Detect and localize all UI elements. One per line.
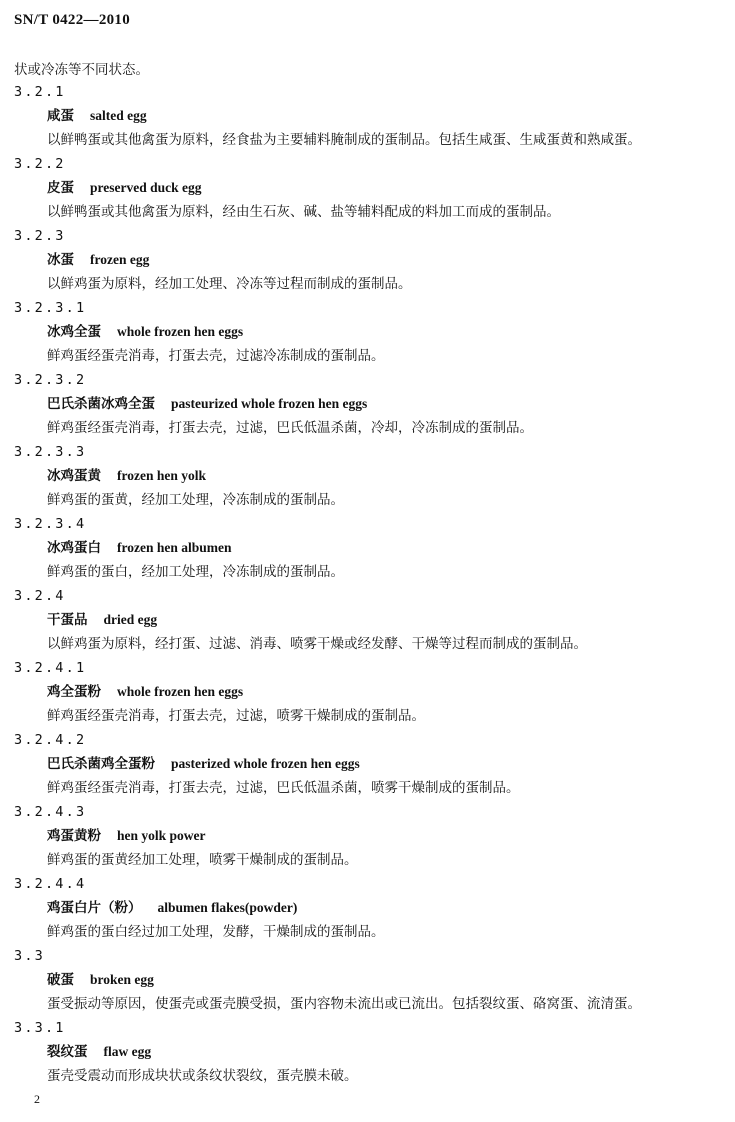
term-heading [14, 176, 729, 200]
clause-number: 3.2.3.3 [14, 444, 87, 460]
term-definition: 蛋受振动等原因，使蛋壳或蛋壳膜受损，蛋内容物未流出或已流出。包括裂纹蛋、硌窝蛋、流清蛋。 [47, 996, 641, 1012]
term-heading [14, 680, 729, 704]
term-chinese: 鸡蛋黄粉 [47, 828, 101, 844]
term-definition: 以鲜鸭蛋或其他禽蛋为原料，经由生石灰、碱、盐等辅料配成的料加工而成的蛋制品。 [47, 204, 560, 220]
term-chinese: 冰鸡蛋黄 [47, 468, 101, 484]
definition-entry [14, 152, 729, 224]
term-heading [14, 320, 729, 344]
definition-entry [14, 872, 729, 944]
term-heading [14, 968, 729, 992]
term-heading [14, 536, 729, 560]
term-heading [14, 1040, 729, 1064]
term-heading [14, 104, 729, 128]
term-definition: 鲜鸡蛋经蛋壳消毒，打蛋去壳，过滤，巴氏低温杀菌，冷却，冷冻制成的蛋制品。 [47, 420, 533, 436]
term-definition: 鲜鸡蛋的蛋黄，经加工处理，冷冻制成的蛋制品。 [47, 492, 344, 508]
page-number: 2 [34, 1092, 40, 1106]
term-heading [14, 824, 729, 848]
clause-number: 3.2.2 [14, 156, 66, 172]
term-definition: 鲜鸡蛋经蛋壳消毒，打蛋去壳，过滤，巴氏低温杀菌，喷雾干燥制成的蛋制品。 [47, 780, 520, 796]
term-english: salted egg [90, 108, 147, 123]
term-heading [14, 608, 729, 632]
definition-entry [14, 944, 729, 1016]
definition-entry [14, 728, 729, 800]
term-chinese: 裂纹蛋 [47, 1044, 88, 1060]
term-chinese: 干蛋品 [47, 612, 88, 628]
term-chinese: 巴氏杀菌冰鸡全蛋 [47, 396, 155, 412]
definition-entry [14, 800, 729, 872]
clause-number: 3.2.4.3 [14, 804, 87, 820]
definition-entry [14, 512, 729, 584]
term-english: hen yolk power [117, 828, 206, 843]
definition-entry [14, 584, 729, 656]
clause-number: 3.2.1 [14, 84, 66, 100]
term-chinese: 冰蛋 [47, 252, 74, 268]
definition-list [14, 80, 729, 1088]
term-chinese: 鸡蛋白片（粉） [47, 900, 142, 916]
clause-number: 3.3.1 [14, 1020, 66, 1036]
term-heading [14, 464, 729, 488]
clause-number: 3.2.4.4 [14, 876, 87, 892]
term-english: whole frozen hen eggs [117, 684, 244, 699]
term-english: pasterized whole frozen hen eggs [171, 756, 360, 771]
term-definition: 鲜鸡蛋经蛋壳消毒，打蛋去壳，过滤，喷雾干燥制成的蛋制品。 [47, 708, 425, 724]
definition-entry [14, 1016, 729, 1088]
term-english: pasteurized whole frozen hen eggs [171, 396, 368, 411]
definition-entry [14, 656, 729, 728]
term-chinese: 鸡全蛋粉 [47, 684, 101, 700]
term-english: albumen flakes(powder) [157, 900, 298, 915]
definition-entry [14, 368, 729, 440]
clause-number: 3.2.3 [14, 228, 66, 244]
term-english: frozen egg [90, 252, 150, 267]
term-english: broken egg [90, 972, 154, 987]
clause-number: 3.2.4 [14, 588, 66, 604]
term-english: flaw egg [103, 1044, 152, 1059]
term-definition: 以鲜鸡蛋为原料，经加工处理、冷冻等过程而制成的蛋制品。 [47, 276, 412, 292]
term-english: dried egg [103, 612, 158, 627]
clause-number: 3.2.4.2 [14, 732, 87, 748]
term-heading [14, 896, 729, 920]
term-definition: 鲜鸡蛋的蛋白，经加工处理，冷冻制成的蛋制品。 [47, 564, 344, 580]
term-chinese: 巴氏杀菌鸡全蛋粉 [47, 756, 155, 772]
term-definition: 以鲜鸡蛋为原料，经打蛋、过滤、消毒、喷雾干燥或经发酵、干燥等过程而制成的蛋制品。 [47, 636, 587, 652]
term-definition: 鲜鸡蛋的蛋黄经加工处理，喷雾干燥制成的蛋制品。 [47, 852, 358, 868]
term-heading [14, 392, 729, 416]
term-heading [14, 248, 729, 272]
clause-number: 3.2.3.4 [14, 516, 87, 532]
term-heading [14, 752, 729, 776]
term-definition: 蛋壳受震动而形成块状或条纹状裂纹，蛋壳膜未破。 [47, 1068, 358, 1084]
definition-entry [14, 296, 729, 368]
definition-entry [14, 224, 729, 296]
term-chinese: 咸蛋 [47, 108, 74, 124]
term-english: frozen hen albumen [117, 540, 232, 555]
continued-text: 状或冷冻等不同状态。 [14, 62, 149, 78]
term-definition: 鲜鸡蛋经蛋壳消毒，打蛋去壳，过滤冷冻制成的蛋制品。 [47, 348, 385, 364]
term-chinese: 皮蛋 [47, 180, 74, 196]
definition-entry [14, 440, 729, 512]
term-definition: 鲜鸡蛋的蛋白经过加工处理，发酵，干燥制成的蛋制品。 [47, 924, 385, 940]
clause-number: 3.3 [14, 948, 45, 964]
term-definition: 以鲜鸭蛋或其他禽蛋为原料，经食盐为主要辅料腌制成的蛋制品。包括生咸蛋、生咸蛋黄和熟咸蛋。 [47, 132, 641, 148]
term-chinese: 破蛋 [47, 972, 74, 988]
clause-number: 3.2.4.1 [14, 660, 87, 676]
clause-number: 3.2.3.1 [14, 300, 87, 316]
term-chinese: 冰鸡蛋白 [47, 540, 101, 556]
document-id-header: SN/T 0422—2010 [14, 12, 131, 28]
clause-number: 3.2.3.2 [14, 372, 87, 388]
term-english: frozen hen yolk [117, 468, 207, 483]
term-english: whole frozen hen eggs [117, 324, 244, 339]
definition-entry [14, 80, 729, 152]
term-chinese: 冰鸡全蛋 [47, 324, 101, 340]
term-english: preserved duck egg [90, 180, 202, 195]
